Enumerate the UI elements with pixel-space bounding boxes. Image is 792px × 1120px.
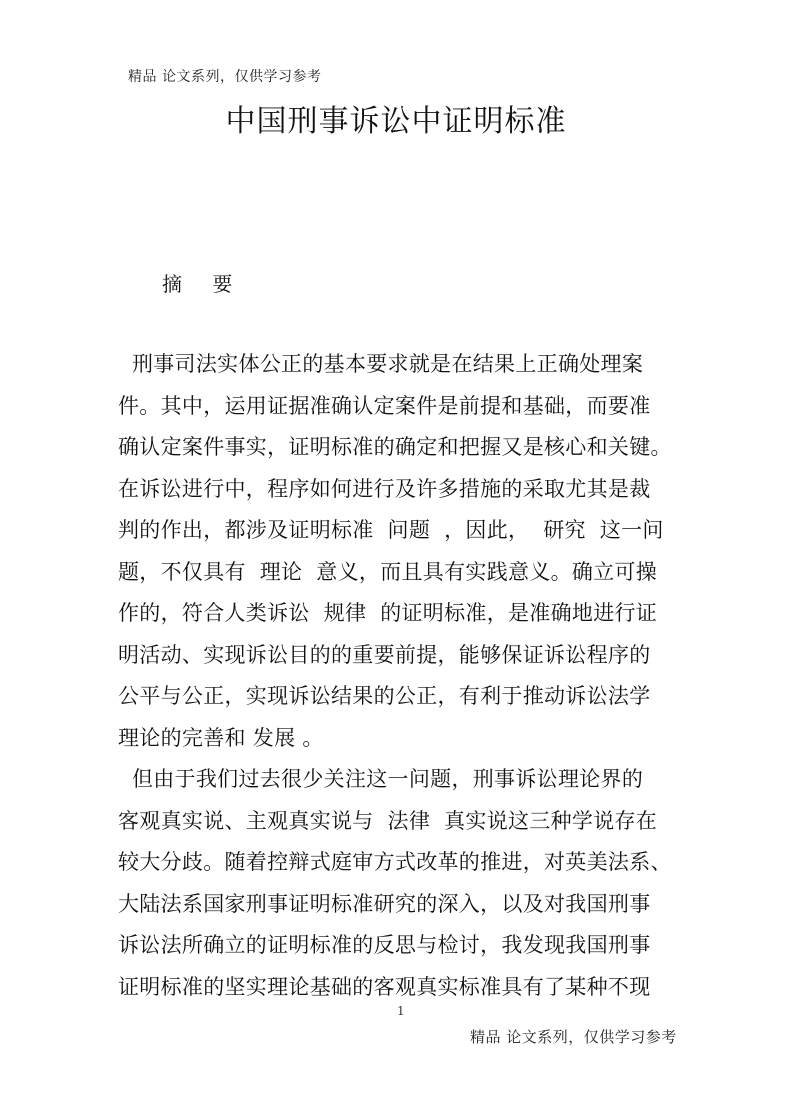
body-line: 在诉讼进行中，程序如何进行及许多措施的采取尤其是裁 — [118, 476, 651, 501]
body-line: 大陆法系国家刑事证明标准研究的深入，以及对我国刑事 — [118, 891, 651, 916]
abstract-body — [118, 344, 680, 1008]
body-line: 较大分歧。随着控辩式庭审方式改革的推进，对英美法系、 — [118, 850, 672, 874]
body-line: 确认定案件事实，证明标准的确定和把握又是核心和关键。 — [118, 435, 672, 459]
body-line: 诉讼法所确立的证明标准的反思与检讨，我发现我国刑事 — [118, 933, 651, 957]
body-line: 件。其中，运用证据准确认定案件是前提和基础，而要准 — [118, 393, 651, 418]
body-line: 客观真实说、主观真实说与 法律 真实说这三种学说存在 — [118, 808, 658, 833]
body-line: 作的，符合人类诉讼 规律 的证明标准，是准确地进行证 — [118, 601, 658, 625]
body-line: 公平与公正，实现诉讼结果的公正，有利于推动诉讼法学 — [118, 684, 651, 708]
body-line: 但由于我们过去很少关注这一问题，刑事诉讼理论界的 — [118, 767, 644, 791]
body-line: 证明标准的坚实理论基础的客观真实标准具有了某种不现 — [118, 974, 651, 999]
document-title: 中国刑事诉讼中证明标准 — [225, 104, 567, 139]
body-line: 刑事司法实体公正的基本要求就是在结果上正确处理案 — [118, 352, 644, 376]
header-watermark: 精品 论文系列，仅供学习参考 — [128, 69, 322, 85]
page-number: 1 — [397, 1004, 405, 1018]
body-line: 明活动、实现诉讼目的的重要前提，能够保证诉讼程序的 — [118, 642, 651, 667]
body-line: 理论的完善和 发展 。 — [118, 725, 324, 750]
body-line: 题，不仅具有 理论 意义，而且具有实践意义。确立可操 — [118, 559, 658, 584]
abstract-heading: 摘 要 — [162, 272, 245, 296]
footer-watermark: 精品 论文系列，仅供学习参考 — [470, 1028, 677, 1046]
body-line: 判的作出，都涉及证明标准 问题 ，因此， 研究 这一问 — [118, 518, 664, 542]
